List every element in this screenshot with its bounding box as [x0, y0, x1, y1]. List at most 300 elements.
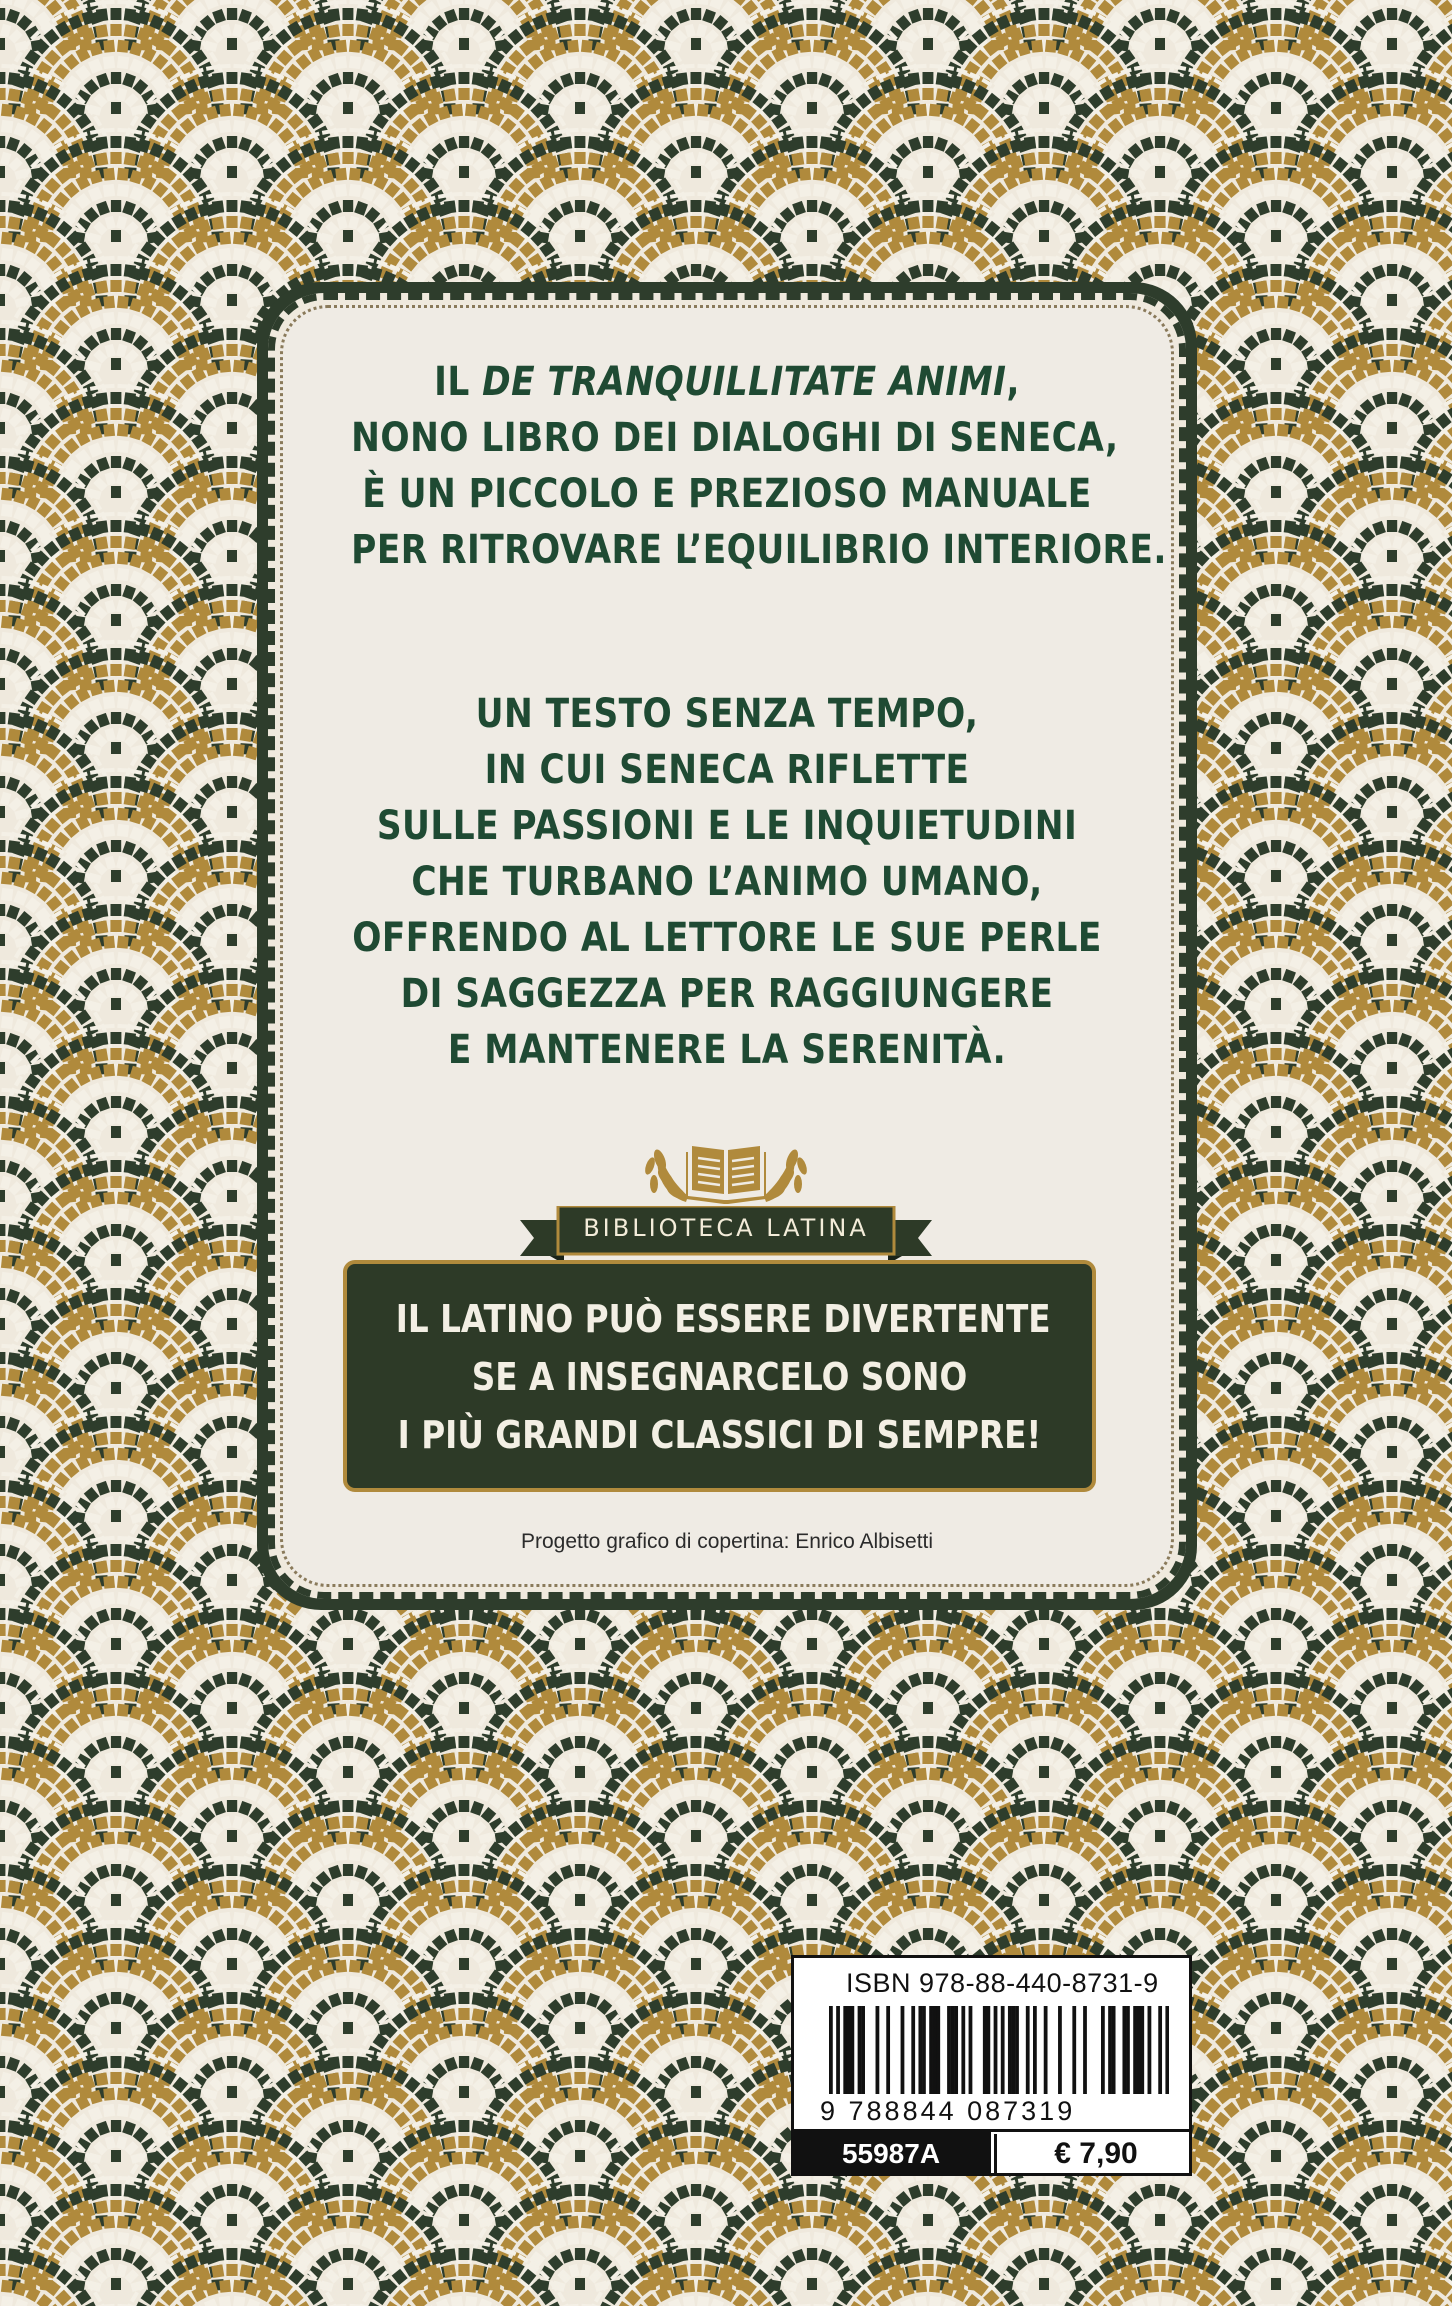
mosaic-tile [342, 152, 353, 164]
mosaic-tile [683, 232, 695, 245]
mosaic-tile [560, 8, 572, 21]
mosaic-tile [916, 64, 927, 69]
mosaic-tile [452, 192, 463, 197]
mosaic-tile [1271, 136, 1282, 148]
mosaic-tile [356, 24, 369, 38]
mosaic-tile [219, 232, 231, 245]
mosaic-tile [1139, 216, 1152, 230]
mosaic-tile [1155, 200, 1166, 212]
mosaic-tile [1168, 200, 1180, 213]
mosaic-tile [111, 102, 121, 114]
mosaic-tile [451, 232, 463, 245]
mosaic-tile [575, 136, 586, 148]
mosaic-tile [1372, 72, 1384, 85]
mosaic-tile [459, 264, 469, 276]
mosaic-tile [581, 168, 593, 181]
mosaic-tile [1168, 88, 1181, 102]
mosaic-tile [581, 40, 593, 53]
mosaic-tile [559, 152, 572, 166]
mosaic-tile [1052, 8, 1064, 21]
mosaic-tile [1023, 152, 1036, 166]
mosaic-tile [1284, 152, 1297, 166]
mosaic-tile [1161, 192, 1172, 197]
mosaic-tile [813, 184, 826, 197]
mosaic-tile [452, 64, 463, 69]
mosaic-tile [110, 24, 121, 36]
mosaic-tile [1277, 0, 1288, 5]
mosaic-tile [691, 38, 701, 50]
mosaic-tile [691, 166, 701, 178]
mosaic-tile [800, 128, 811, 133]
mosaic-tile [588, 136, 600, 149]
mosaic-tile [451, 120, 464, 133]
mosaic-tile [1154, 216, 1165, 228]
mosaic-tile [443, 216, 456, 230]
mosaic-tile [1400, 216, 1413, 230]
mosaic-tile [588, 8, 600, 21]
mosaic-tile [1, 120, 14, 133]
mosaic-tile [1387, 72, 1398, 84]
mosaic-tile [1140, 200, 1152, 213]
mosaic-tile [1052, 24, 1065, 38]
mosaic-tile [1161, 248, 1174, 261]
mosaic-tile [227, 136, 237, 148]
mosaic-tile [343, 230, 353, 242]
mosaic-tile [0, 136, 5, 148]
mosaic-tile [1271, 230, 1281, 242]
mosaic-tile [676, 200, 688, 213]
mosaic-tile [697, 248, 710, 261]
mosaic-tile [691, 72, 702, 84]
mosaic-tile [915, 248, 928, 261]
mosaic-tile [1038, 152, 1049, 164]
mosaic-tile [1387, 136, 1397, 148]
mosaic-tile [117, 168, 129, 181]
mosaic-tile [697, 104, 709, 117]
mosaic-tile [1284, 24, 1297, 38]
mosaic-tile [1400, 88, 1413, 102]
mosaic-tile [0, 38, 5, 50]
mosaic-tile [327, 152, 340, 166]
mosaic-tile [1161, 64, 1172, 69]
mosaic-tile [349, 40, 361, 53]
mosaic-tile [807, 8, 818, 20]
mosaic-tile [581, 128, 592, 133]
mosaic-tile [1045, 168, 1057, 181]
mosaic-tile [1270, 152, 1281, 164]
mosaic-tile [465, 232, 477, 245]
mosaic-tile [922, 88, 933, 100]
mosaic-tile [343, 102, 353, 114]
mosaic-tile [104, 128, 115, 133]
mosaic-tile [117, 128, 128, 133]
mosaic-tile [1139, 88, 1152, 102]
mosaic-tile [1154, 88, 1165, 100]
mosaic-tile [813, 40, 825, 53]
mosaic-tile [1155, 8, 1165, 20]
mosaic-tile [936, 216, 949, 230]
mosaic-tile [1140, 72, 1152, 85]
mosaic-tile [813, 128, 824, 133]
mosaic-tile [1256, 136, 1268, 149]
mosaic-tile [1, 104, 13, 117]
mosaic-tile [233, 64, 244, 69]
mosaic-tile [227, 200, 238, 212]
mosaic-tile [111, 72, 121, 84]
mosaic-tile [117, 0, 128, 5]
mosaic-tile [111, 200, 121, 212]
mosaic-tile [1277, 184, 1290, 197]
mosaic-tile [1393, 120, 1406, 133]
mosaic-tile [240, 200, 252, 213]
mosaic-tile [1386, 216, 1397, 228]
mosaic-tile [465, 120, 478, 133]
mosaic-tile [574, 24, 585, 36]
mosaic-tile [124, 136, 136, 149]
mosaic-tile [807, 72, 817, 84]
mosaic-tile [211, 88, 224, 102]
mosaic-tile [567, 168, 579, 181]
mosaic-tile [575, 230, 585, 242]
mosaic-tile [124, 8, 136, 21]
mosaic-tile [923, 166, 933, 178]
mosaic-tile [684, 192, 695, 197]
mosaic-tile [349, 56, 362, 69]
mosaic-tile [8, 72, 20, 85]
mosaic-tile [356, 8, 368, 21]
mosaic-tile [813, 56, 826, 69]
mosaic-tile [1400, 72, 1412, 85]
mosaic-tile [1045, 56, 1058, 69]
mosaic-tile [923, 8, 933, 20]
mosaic-tile [1371, 88, 1384, 102]
mosaic-tile [211, 216, 224, 230]
mosaic-tile [690, 216, 701, 228]
mosaic-tile [1, 192, 12, 197]
mosaic-tile [1264, 0, 1275, 5]
mosaic-tile [929, 192, 940, 197]
mosaic-tile [575, 200, 585, 212]
mosaic-tile [1155, 136, 1165, 148]
mosaic-tile [459, 72, 470, 84]
mosaic-tile [8, 200, 20, 213]
mosaic-tile [813, 168, 825, 181]
mosaic-tile [458, 216, 469, 228]
mosaic-tile [95, 24, 108, 38]
mosaic-tile [117, 184, 130, 197]
mosaic-tile [1264, 128, 1275, 133]
mosaic-tile [1270, 24, 1281, 36]
mosaic-tile [1161, 120, 1174, 133]
mosaic-tile [444, 72, 456, 85]
mosaic-tile [220, 64, 231, 69]
mosaic-tile [1031, 56, 1044, 69]
mosaic-tile [691, 200, 702, 212]
mosaic-tile [0, 88, 6, 100]
mosaic-tile [791, 152, 804, 166]
mosaic-tile [459, 166, 469, 178]
mosaic-tile [103, 40, 115, 53]
mosaic-tile [1032, 0, 1043, 5]
mosaic-tile [0, 8, 5, 20]
mosaic-tile [923, 72, 934, 84]
mosaic-tile [342, 24, 353, 36]
mosaic-tile [691, 136, 701, 148]
mosaic-tile [226, 88, 237, 100]
mosaic-tile [459, 38, 469, 50]
mosaic-tile [1045, 128, 1056, 133]
mosaic-tile [343, 136, 354, 148]
mosaic-tile [1045, 40, 1057, 53]
mosaic-tile [581, 56, 594, 69]
mosaic-tile [820, 136, 832, 149]
mosaic-tile [1255, 24, 1268, 38]
mosaic-tile [922, 216, 933, 228]
mosaic-tile [691, 8, 701, 20]
mosaic-tile [588, 152, 601, 166]
mosaic-tile [704, 72, 716, 85]
mosaic-tile [1271, 200, 1281, 212]
mosaic-tile [0, 72, 5, 84]
mosaic-tile [1263, 56, 1276, 69]
mosaic-tile [104, 0, 115, 5]
mosaic-tile [807, 230, 817, 242]
mosaic-tile [233, 248, 246, 261]
mosaic-tile [356, 136, 368, 149]
mosaic-tile [820, 24, 833, 38]
mosaic-tile [915, 232, 927, 245]
mosaic-tile [929, 64, 940, 69]
mosaic-tile [800, 0, 811, 5]
mosaic-tile [799, 184, 812, 197]
mosaic-tile [799, 56, 812, 69]
mosaic-tile [472, 200, 484, 213]
mosaic-tile [96, 136, 108, 149]
mosaic-tile [1045, 184, 1058, 197]
mosaic-tile [219, 104, 231, 117]
mosaic-tile [1393, 104, 1405, 117]
mosaic-tile [1038, 24, 1049, 36]
mosaic-tile [791, 24, 804, 38]
mosaic-tile [675, 216, 688, 230]
mosaic-tile [813, 0, 824, 5]
mosaic-tile [1039, 200, 1049, 212]
mosaic-tile [1147, 120, 1160, 133]
mosaic-tile [575, 8, 586, 20]
mosaic-tile [227, 72, 238, 84]
mosaic-tile [1031, 168, 1043, 181]
mosaic-tile [1387, 166, 1397, 178]
mosaic-tile [219, 248, 232, 261]
mosaic-tile [111, 8, 122, 20]
mosaic-tile [212, 200, 224, 213]
mosaic-tile [240, 72, 252, 85]
mosaic-tile [1161, 104, 1173, 117]
mosaic-tile [335, 168, 347, 181]
mosaic-tile [1039, 230, 1049, 242]
mosaic-tile [1147, 248, 1160, 261]
mosaic-tile [1039, 8, 1050, 20]
mosaic-tile [1263, 40, 1275, 53]
mosaic-tile [335, 56, 348, 69]
mosaic-tile [683, 104, 695, 117]
mosaic-tile [1386, 88, 1397, 100]
mosaic-tile [451, 248, 464, 261]
mosaic-tile [1371, 216, 1384, 230]
mosaic-tile [103, 56, 116, 69]
mosaic-tile [567, 184, 580, 197]
mosaic-tile [349, 184, 362, 197]
mosaic-tile [923, 264, 933, 276]
mosaic-tile [327, 24, 340, 38]
mosaic-tile [1263, 168, 1275, 181]
mosaic-tile [95, 152, 108, 166]
mosaic-tile [226, 216, 237, 228]
mosaic-tile [792, 8, 804, 21]
mosaic-tile [1284, 8, 1296, 21]
mosaic-tile [929, 232, 941, 245]
mosaic-tile [328, 136, 340, 149]
mosaic-tile [1039, 102, 1049, 114]
mosaic-tile [220, 192, 231, 197]
mosaic-tile [1393, 64, 1404, 69]
mosaic-tile [335, 184, 348, 197]
mosaic-tile [343, 8, 354, 20]
mosaic-tile [575, 102, 585, 114]
mosaic-tile [343, 72, 353, 84]
mosaic-tile [1387, 200, 1398, 212]
mosaic-tile [684, 64, 695, 69]
mosaic-tile [233, 192, 244, 197]
mosaic-tile [1263, 184, 1276, 197]
mosaic-tile [936, 88, 949, 102]
mosaic-tile [908, 200, 920, 213]
mosaic-tile [1155, 166, 1165, 178]
mosaic-tile [465, 104, 477, 117]
mosaic-tile [806, 24, 817, 36]
mosaic-tile [1372, 200, 1384, 213]
mosaic-tile [908, 72, 920, 85]
mosaic-tile [675, 88, 688, 102]
mosaic-tile [103, 168, 115, 181]
mosaic-tile [1380, 192, 1391, 197]
mosaic-tile [96, 8, 108, 21]
mosaic-tile [1039, 136, 1050, 148]
mosaic-tile [567, 40, 579, 53]
mosaic-tile [1045, 0, 1056, 5]
mosaic-tile [929, 104, 941, 117]
mosaic-tile [227, 166, 237, 178]
mosaic-tile [820, 8, 832, 21]
mosaic-tile [807, 200, 817, 212]
mosaic-tile [459, 8, 469, 20]
mosaic-tile [227, 8, 237, 20]
mosaic-tile [1039, 72, 1049, 84]
mosaic-tile [568, 128, 579, 133]
mosaic-tile [915, 120, 928, 133]
mosaic-tile [581, 0, 592, 5]
mosaic-tile [907, 216, 920, 230]
mosaic-tile [806, 152, 817, 164]
mosaic-tile [574, 152, 585, 164]
mosaic-tile [1387, 8, 1397, 20]
mosaic-tile [227, 264, 237, 276]
mosaic-tile [343, 200, 353, 212]
mosaic-tile [472, 216, 485, 230]
mosaic-tile [1155, 264, 1165, 276]
mosaic-tile [807, 136, 818, 148]
mosaic-tile [567, 56, 580, 69]
mosaic-tile [1148, 192, 1159, 197]
mosaic-tile [929, 120, 942, 133]
mosaic-tile [0, 264, 5, 276]
mosaic-tile [1024, 136, 1036, 149]
mosaic-tile [124, 24, 137, 38]
mosaic-tile [103, 184, 116, 197]
mosaic-tile [676, 72, 688, 85]
mosaic-tile [1032, 128, 1043, 133]
mosaic-tile [110, 152, 121, 164]
mosaic-tile [1393, 192, 1404, 197]
mosaic-tile [117, 40, 129, 53]
mosaic-tile [0, 294, 5, 306]
mosaic-tile [219, 120, 232, 133]
mosaic-tile [588, 24, 601, 38]
mosaic-tile [1277, 168, 1289, 181]
mosaic-tile [451, 104, 463, 117]
mosaic-tile [923, 38, 933, 50]
mosaic-tile [575, 72, 585, 84]
mosaic-tile [697, 64, 708, 69]
mosaic-tile [472, 72, 484, 85]
mosaic-tile [1284, 136, 1296, 149]
mosaic-tile [1277, 128, 1288, 133]
mosaic-tile [0, 166, 5, 178]
mosaic-tile [117, 56, 130, 69]
mosaic-tile [1277, 40, 1289, 53]
mosaic-tile [328, 8, 340, 21]
mosaic-tile [915, 104, 927, 117]
mosaic-tile [1023, 24, 1036, 38]
mosaic-tile [820, 152, 833, 166]
mosaic-tile [458, 88, 469, 100]
mosaic-tile [212, 72, 224, 85]
mosaic-tile [1148, 64, 1159, 69]
mosaic-tile [349, 0, 360, 5]
mosaic-tile [111, 136, 122, 148]
mosaic-tile [1031, 184, 1044, 197]
mosaic-tile [1168, 216, 1181, 230]
mosaic-tile [1168, 72, 1180, 85]
mosaic-tile [336, 0, 347, 5]
mosaic-tile [443, 88, 456, 102]
mosaic-tile [923, 200, 934, 212]
mosaic-tile [1155, 72, 1166, 84]
mosaic-tile [799, 168, 811, 181]
mosaic-tile [459, 200, 470, 212]
mosaic-tile [1024, 8, 1036, 21]
mosaic-tile [1256, 8, 1268, 21]
mosaic-tile [1400, 200, 1412, 213]
mosaic-tile [459, 136, 469, 148]
mosaic-tile [1271, 102, 1281, 114]
mosaic-tile [560, 136, 572, 149]
mosaic-tile [1147, 104, 1159, 117]
mosaic-tile [1, 248, 14, 261]
mosaic-tile [349, 168, 361, 181]
mosaic-tile [691, 264, 701, 276]
mosaic-tile [8, 216, 21, 230]
